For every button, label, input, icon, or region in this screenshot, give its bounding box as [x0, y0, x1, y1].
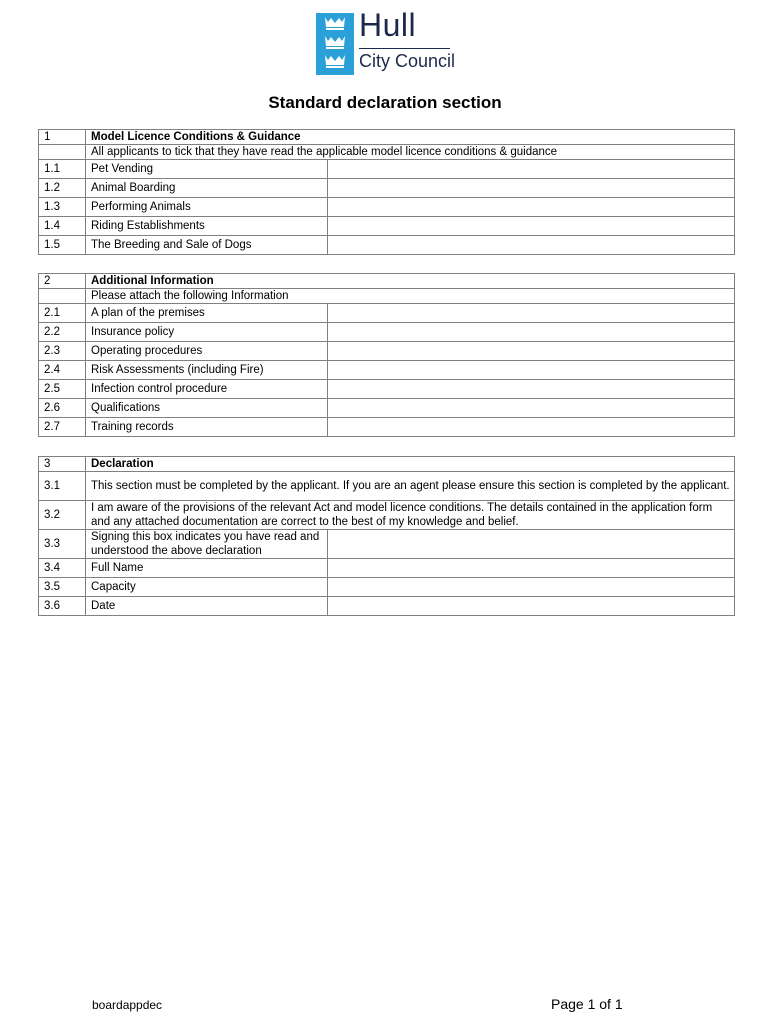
- declaration-statement: This section must be completed by the applicant. If you are an agent please ensure this section is completed by the applicant.: [86, 472, 735, 501]
- row-number: 2.6: [39, 399, 86, 418]
- logo-wordmark-city-council: City Council: [359, 51, 456, 71]
- attachment-box-insurance[interactable]: [328, 323, 735, 342]
- section-heading: Additional Information: [86, 274, 735, 289]
- row-number: 2.1: [39, 304, 86, 323]
- row-number: 1.3: [39, 198, 86, 217]
- row-number: 3.6: [39, 597, 86, 616]
- row-label: Operating procedures: [86, 342, 328, 361]
- tick-box-riding-establishments[interactable]: [328, 217, 735, 236]
- row-label: Full Name: [86, 559, 328, 578]
- row-number: 3.5: [39, 578, 86, 597]
- row-label: A plan of the premises: [86, 304, 328, 323]
- row-label: Signing this box indicates you have read and understood the above declaration: [86, 530, 328, 559]
- row-number: 3.4: [39, 559, 86, 578]
- row-number: 1.5: [39, 236, 86, 255]
- full-name-field[interactable]: [328, 559, 735, 578]
- row-label: Animal Boarding: [86, 179, 328, 198]
- attachment-box-qualifications[interactable]: [328, 399, 735, 418]
- row-label: Training records: [86, 418, 328, 437]
- section-heading: Declaration: [86, 457, 735, 472]
- row-number: 2.7: [39, 418, 86, 437]
- section-instruction: Please attach the following Information: [86, 289, 735, 304]
- row-label: Infection control procedure: [86, 380, 328, 399]
- crowns-emblem-icon: [316, 13, 354, 75]
- section-number: 2: [39, 274, 86, 289]
- row-label: Capacity: [86, 578, 328, 597]
- row-number: 1.4: [39, 217, 86, 236]
- row-label: Insurance policy: [86, 323, 328, 342]
- section-instruction: All applicants to tick that they have read the applicable model licence conditions & guidance: [86, 145, 735, 160]
- row-number: 3.3: [39, 530, 86, 559]
- section-2-table: [38, 273, 735, 437]
- tick-box-breeding-sale-dogs[interactable]: [328, 236, 735, 255]
- row-label: Pet Vending: [86, 160, 328, 179]
- row-number: 1.2: [39, 179, 86, 198]
- date-field[interactable]: [328, 597, 735, 616]
- row-number: 2.3: [39, 342, 86, 361]
- row-number: 3.1: [39, 472, 86, 501]
- row-label: Riding Establishments: [86, 217, 328, 236]
- tick-box-pet-vending[interactable]: [328, 160, 735, 179]
- page-title: Standard declaration section: [268, 93, 502, 112]
- row-label: Qualifications: [86, 399, 328, 418]
- footer-doc-ref: boardappdec: [92, 998, 163, 1012]
- attachment-box-risk-assessments[interactable]: [328, 361, 735, 380]
- row-label: The Breeding and Sale of Dogs: [86, 236, 328, 255]
- tick-box-animal-boarding[interactable]: [328, 179, 735, 198]
- footer-page-number: Page 1 of 1: [551, 996, 623, 1012]
- row-label: Risk Assessments (including Fire): [86, 361, 328, 380]
- attachment-box-operating-procedures[interactable]: [328, 342, 735, 361]
- capacity-field[interactable]: [328, 578, 735, 597]
- logo-divider: [359, 48, 450, 49]
- row-number: 3.2: [39, 501, 86, 530]
- row-number: 2.4: [39, 361, 86, 380]
- row-number: 2.5: [39, 380, 86, 399]
- attachment-box-infection-control[interactable]: [328, 380, 735, 399]
- attachment-box-training-records[interactable]: [328, 418, 735, 437]
- row-label: Date: [86, 597, 328, 616]
- row-number: 1.1: [39, 160, 86, 179]
- row-label: Performing Animals: [86, 198, 328, 217]
- section-1-table: [38, 129, 735, 255]
- section-number: 3: [39, 457, 86, 472]
- tick-box-performing-animals[interactable]: [328, 198, 735, 217]
- logo-wordmark-hull: Hull: [359, 7, 417, 43]
- row-number: 2.2: [39, 323, 86, 342]
- declaration-statement: I am aware of the provisions of the relevant Act and model licence conditions. The details contained in the application form and any attached documentation are correct to the best of my knowledge and belief.: [86, 501, 735, 530]
- attachment-box-plan[interactable]: [328, 304, 735, 323]
- section-3-table: [38, 456, 735, 616]
- section-heading: Model Licence Conditions & Guidance: [86, 130, 735, 145]
- signature-field[interactable]: [328, 530, 735, 559]
- section-number: 1: [39, 130, 86, 145]
